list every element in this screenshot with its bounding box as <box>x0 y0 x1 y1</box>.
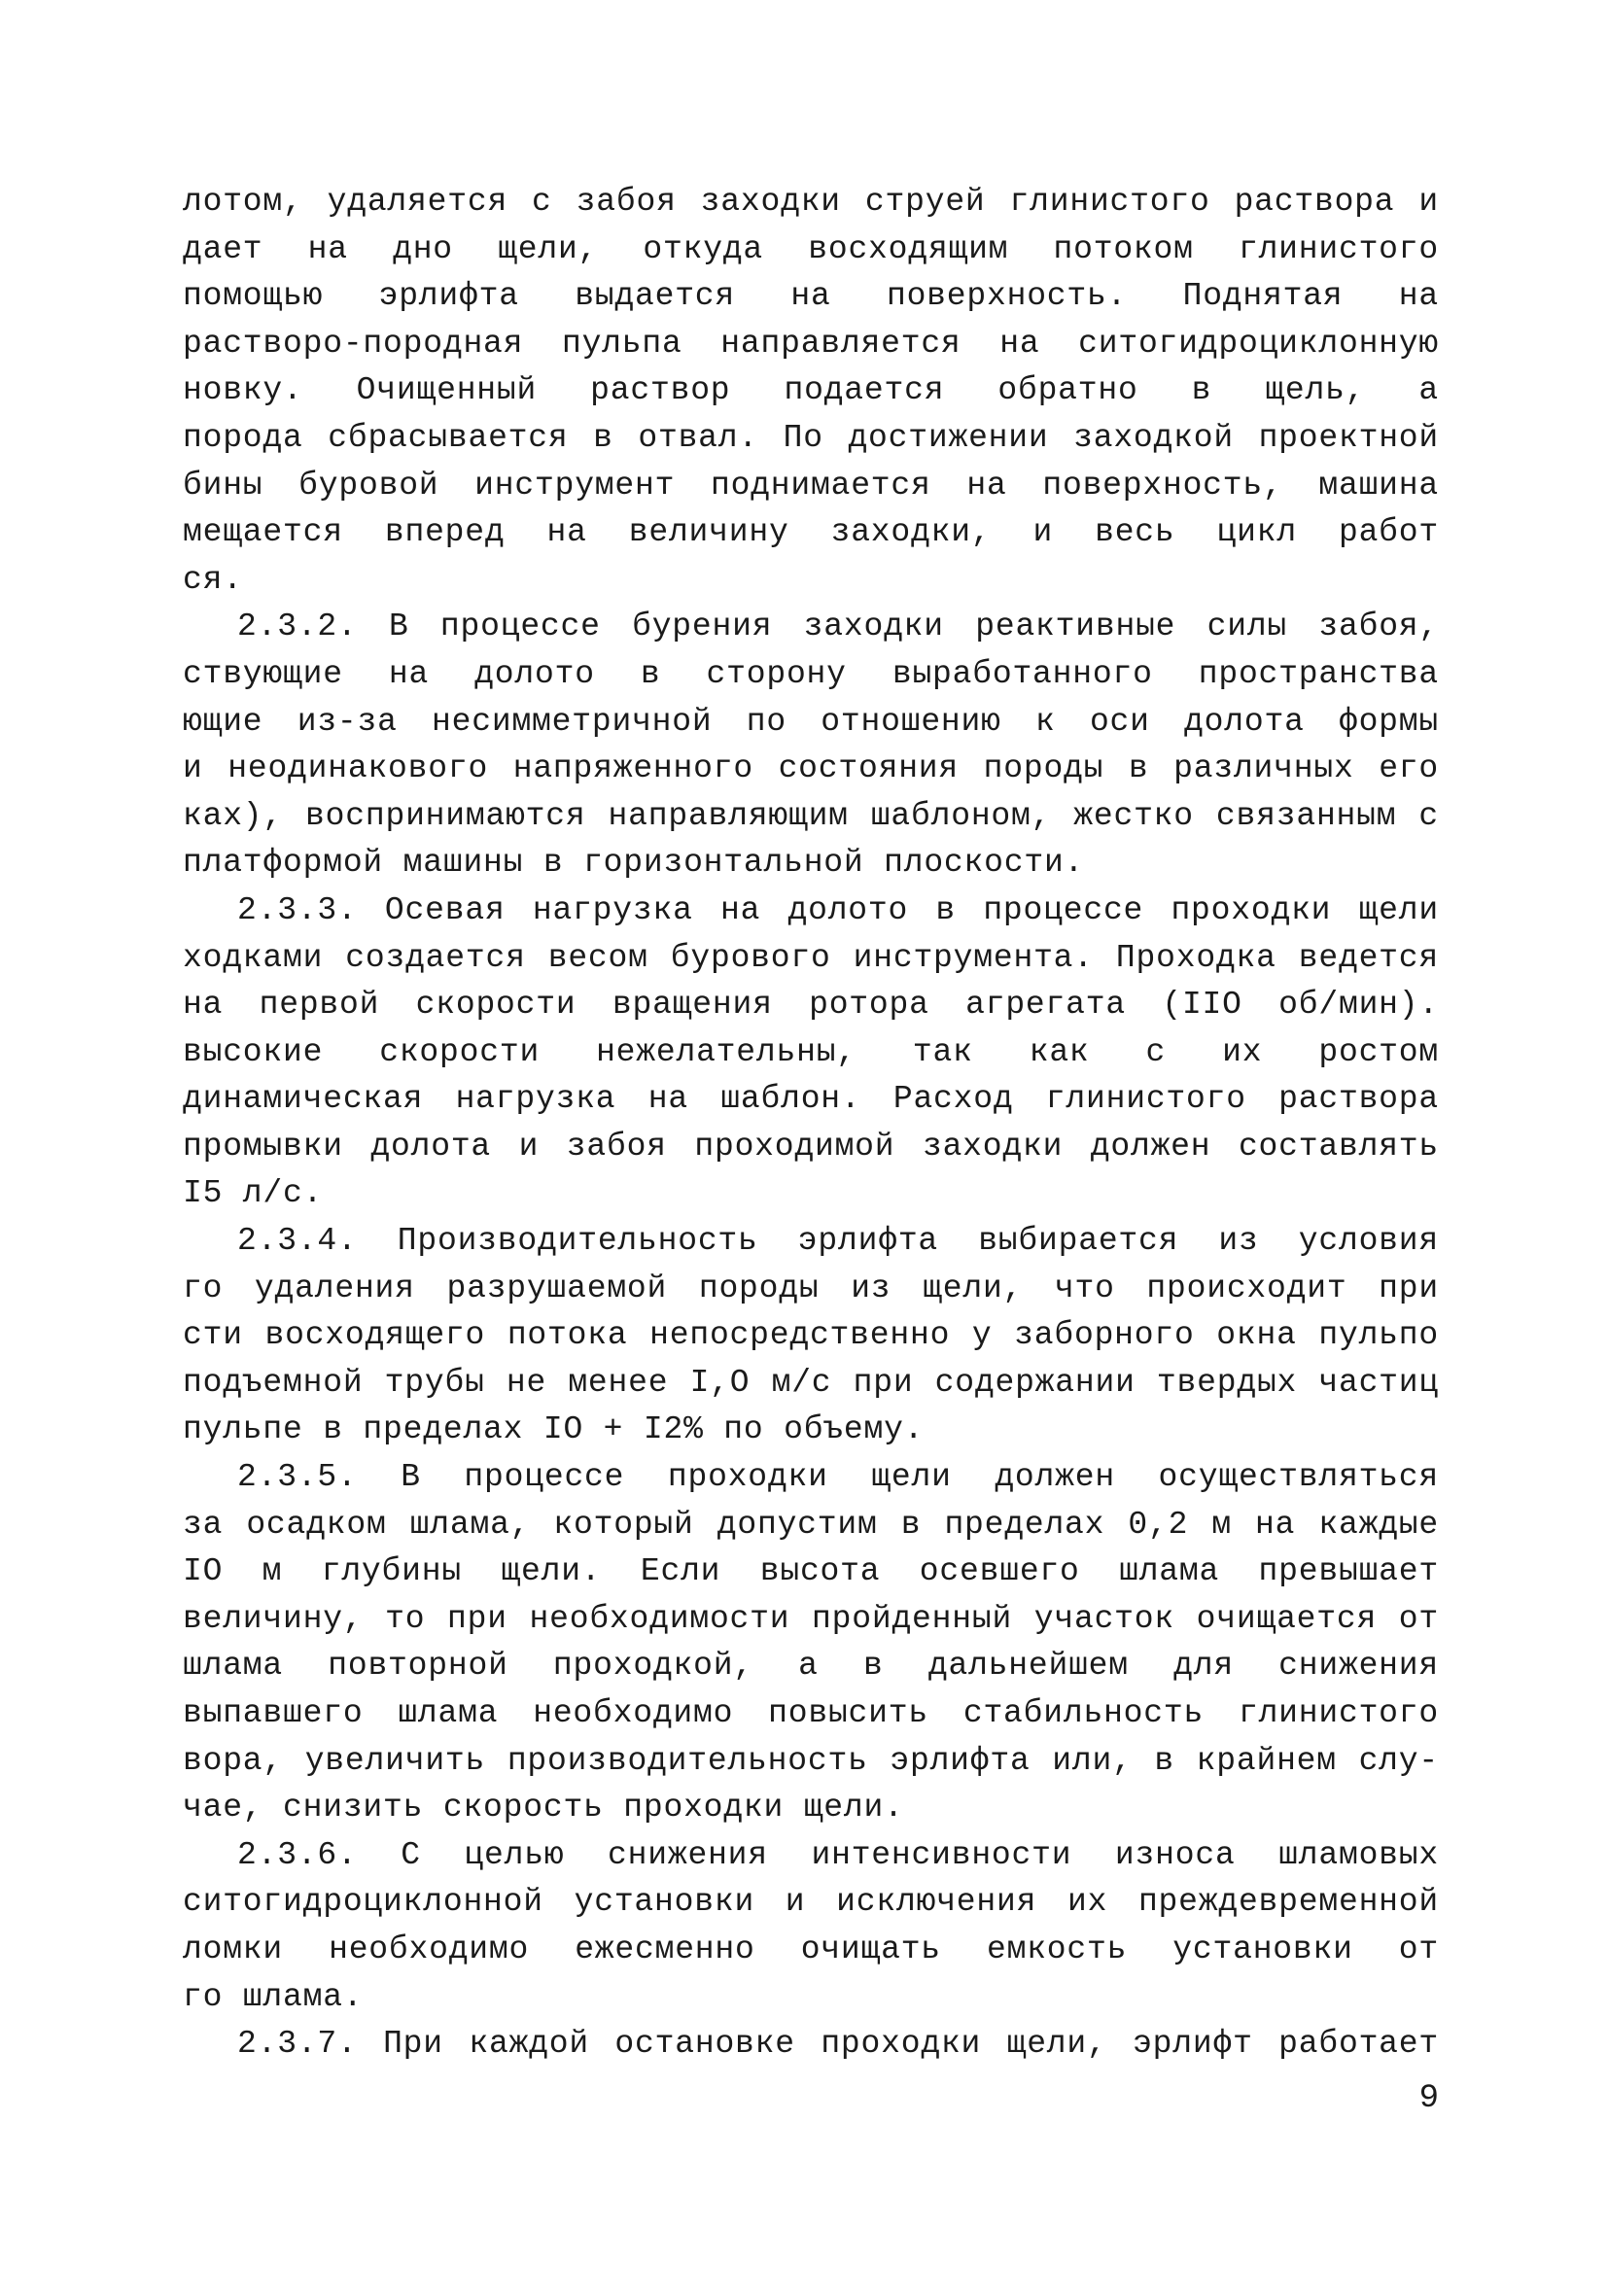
text-line: платформой машины в горизонтальной плоскости. <box>183 845 1085 882</box>
text-line: IО м глубины щели. Если высота осевшего шлама превышает <box>183 1553 1439 1590</box>
text-line: ках), воспринимаются направляющим шаблоном, жестко связанным с <box>183 797 1439 834</box>
text-line: ся. <box>183 561 243 598</box>
text-line: I5 л/с. <box>183 1175 324 1212</box>
text-line: динамическая нагрузка на шаблон. Расход глинистого раствора <box>183 1081 1439 1118</box>
text-line: мещается вперед на величину заходки, и весь цикл работ <box>183 514 1439 551</box>
text-line: дает на дно щели, откуда восходящим потоком глинистого <box>183 230 1439 267</box>
text-line: го удаления разрушаемой породы из щели, что происходит при <box>183 1270 1439 1306</box>
text-line: ломки необходимо ежесменно очищать емкость установки от <box>183 1931 1439 1967</box>
text-line: ситогидроциклонной установки и исключения их преждевременной <box>183 1884 1439 1921</box>
text-line: ходками создается весом бурового инструмента. Проходка ведется <box>183 939 1439 976</box>
paragraph-2-3-3-start: 2.3.3. Осевая нагрузка на долото в процессе проходки щели <box>237 891 1439 928</box>
text-line: шлама повторной проходкой, а в дальнейшем для снижения <box>183 1648 1439 1685</box>
text-line: чае, снизить скорость проходки щели. <box>183 1790 904 1826</box>
text-line: подъемной трубы не менее I,О м/с при содержании твердых частиц <box>183 1364 1439 1401</box>
text-line: ствующие на долото в сторону выработанного пространства <box>183 655 1439 692</box>
text-line: порода сбрасывается в отвал. По достижении заходкой проектной <box>183 419 1439 456</box>
body-text <box>183 179 1439 2069</box>
text-line: величину, то при необходимости пройденный участок очищается от <box>183 1600 1439 1637</box>
text-line: лотом, удаляется с забоя заходки струей глинистого раствора и <box>183 184 1439 220</box>
text-line: пульпе в пределах IО + I2% по объему. <box>183 1411 925 1448</box>
text-line: ющие из-за несимметричной по отношению к оси долота формы <box>183 703 1439 740</box>
text-line: растворо-породная пульпа направляется на ситогидроциклонную <box>183 325 1439 362</box>
text-line: бины буровой инструмент поднимается на поверхность, машина <box>183 467 1439 504</box>
text-line: выпавшего шлама необходимо повысить стабильность глинистого <box>183 1695 1439 1731</box>
text-line: сти восходящего потока непосредственно у заборного окна пульпо <box>183 1317 1439 1354</box>
text-line: за осадком шлама, который допустим в пределах 0,2 м на каждые <box>183 1506 1439 1543</box>
text-line: вора, увеличить производительность эрлифта или, в крайнем слу- <box>183 1742 1439 1779</box>
paragraph-2-3-6-start: 2.3.6. С целью снижения интенсивности износа шламовых <box>237 1836 1439 1873</box>
paragraph-2-3-4-start: 2.3.4. Производительность эрлифта выбирается из условия <box>237 1223 1439 1260</box>
text-line: го шлама. <box>183 1978 364 2015</box>
page-number: 9 <box>1418 2080 1439 2117</box>
text-line: и неодинакового напряженного состояния породы в различных его <box>183 750 1439 787</box>
paragraph-2-3-7-start: 2.3.7. При каждой остановке проходки щели, эрлифт работает <box>237 2026 1439 2063</box>
text-line: новку. Очищенный раствор подается обратно в щель, а <box>183 372 1439 409</box>
text-line: помощью эрлифта выдается на поверхность. Поднятая на <box>183 278 1439 315</box>
paragraph-2-3-5-start: 2.3.5. В процессе проходки щели должен осуществляться <box>237 1459 1439 1496</box>
text-line: высокие скорости нежелательны, так как с их ростом <box>183 1033 1439 1070</box>
text-line: на первой скорости вращения ротора агрегата (IIО об/мин). <box>183 987 1439 1024</box>
paragraph-2-3-2-start: 2.3.2. В процессе бурения заходки реактивные силы забоя, <box>237 609 1439 645</box>
text-line: промывки долота и забоя проходимой заходки должен составлять <box>183 1128 1439 1165</box>
